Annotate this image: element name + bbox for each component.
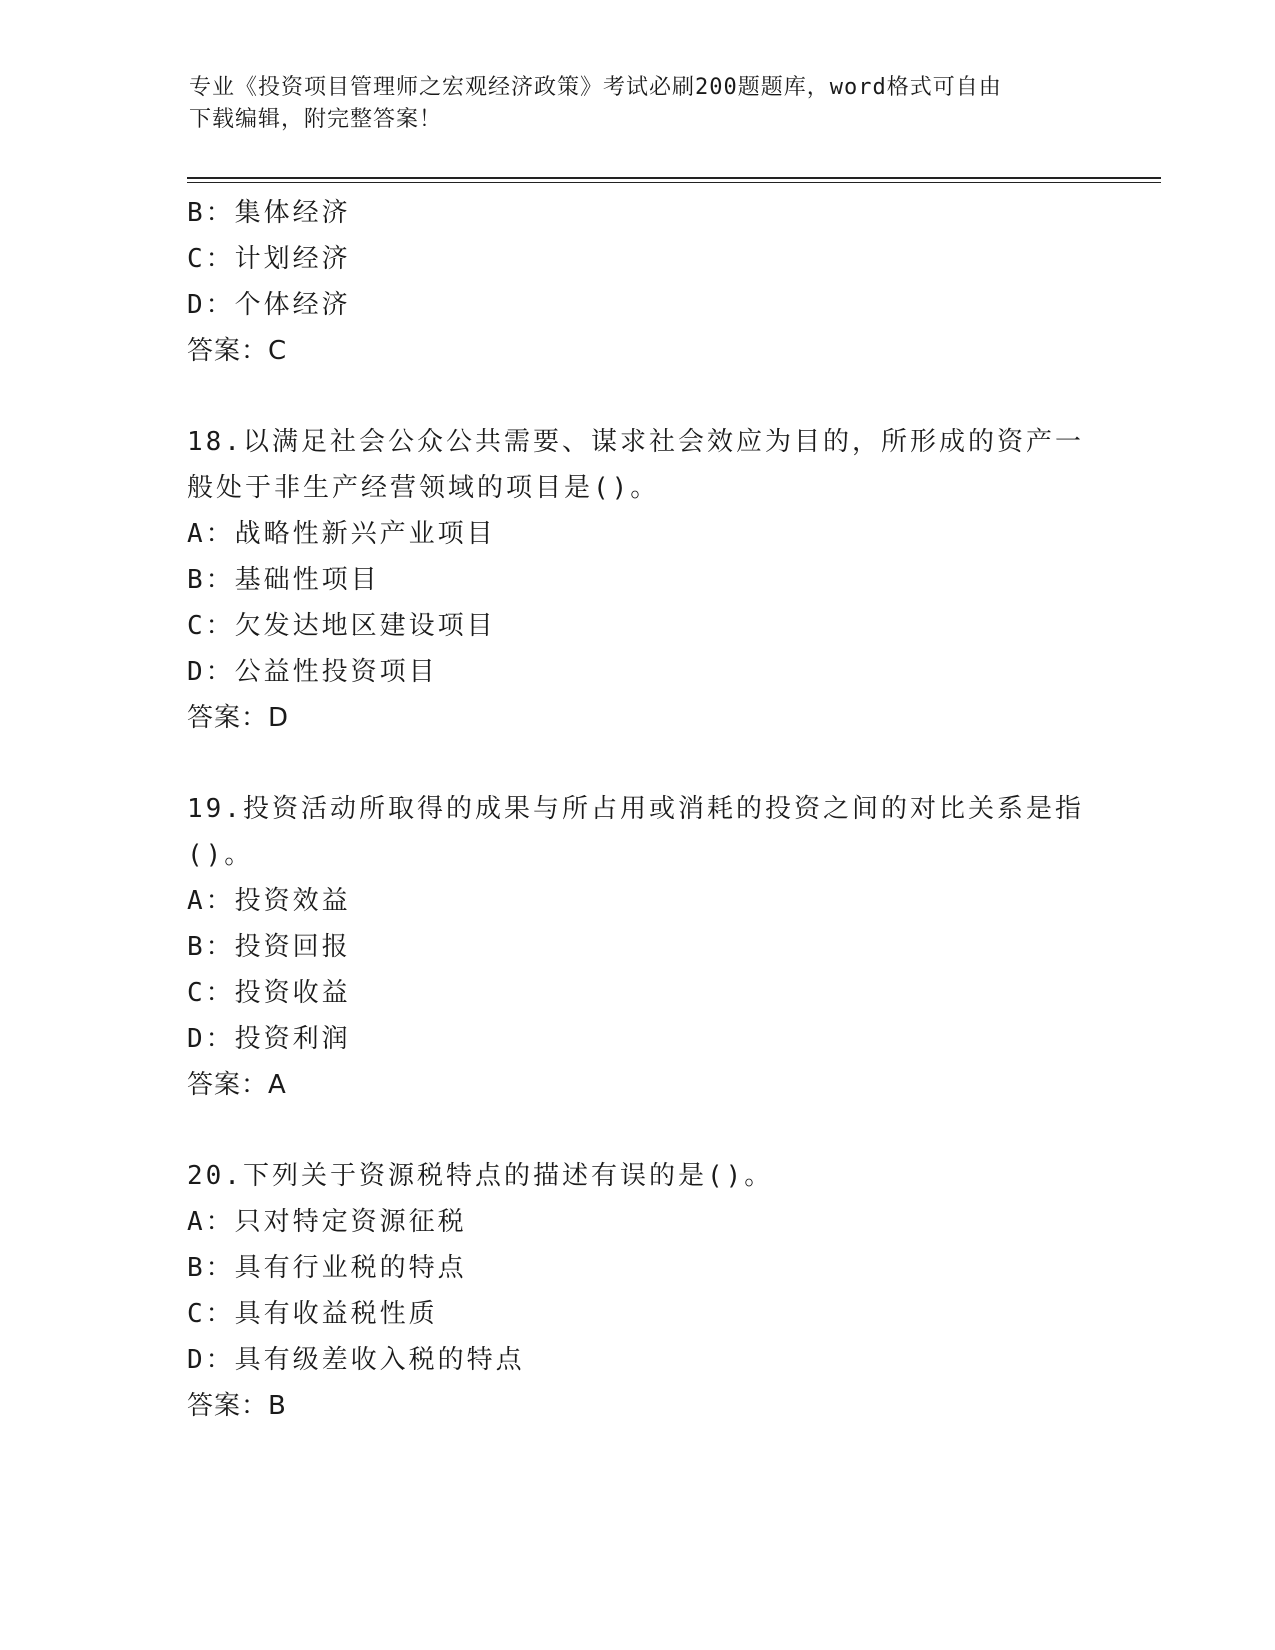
question-text-line: 19.投资活动所取得的成果与所占用或消耗的投资之间的对比关系是指 xyxy=(187,794,1084,824)
header-divider-thin xyxy=(187,182,1161,183)
option-d: D：具有级差收入税的特点 xyxy=(187,1345,525,1375)
option-d: D：投资利润 xyxy=(187,1024,351,1054)
option-c: C：欠发达地区建设项目 xyxy=(187,611,496,641)
document-header xyxy=(189,72,1089,136)
option-b: B：投资回报 xyxy=(187,932,351,962)
answer-line: 答案：C xyxy=(187,336,288,366)
question-text-line: 20.下列关于资源税特点的描述有误的是()。 xyxy=(187,1161,774,1191)
question-20 xyxy=(187,1153,1107,1429)
option-b: B：基础性项目 xyxy=(187,565,380,595)
question-19 xyxy=(187,786,1107,1108)
option-a: A：战略性新兴产业项目 xyxy=(187,519,496,549)
option-d: D：公益性投资项目 xyxy=(187,657,438,687)
question-text-line: 般处于非生产经营领域的项目是()。 xyxy=(187,473,660,503)
option-c: C：投资收益 xyxy=(187,978,351,1008)
question-text-line: ()。 xyxy=(187,840,254,870)
answer-line: 答案：A xyxy=(187,1070,287,1100)
answer-line: 答案：B xyxy=(187,1391,287,1421)
option-a: A：只对特定资源征税 xyxy=(187,1207,467,1237)
option-c: C：计划经济 xyxy=(187,244,351,274)
option-a: A：投资效益 xyxy=(187,886,351,916)
header-line-1: 专业《投资项目管理师之宏观经济政策》考试必刷200题题库，word格式可自由 xyxy=(189,75,1002,100)
option-d: D：个体经济 xyxy=(187,290,351,320)
option-b: B：具有行业税的特点 xyxy=(187,1253,467,1283)
question-text-line: 18.以满足社会公众公共需要、谋求社会效应为目的，所形成的资产一 xyxy=(187,427,1084,457)
option-c: C：具有收益税性质 xyxy=(187,1299,438,1329)
previous-question-block xyxy=(187,190,1107,374)
header-divider xyxy=(187,177,1161,179)
question-18 xyxy=(187,419,1107,741)
question-list xyxy=(187,190,1107,1429)
header-line-2: 下载编辑，附完整答案！ xyxy=(189,107,443,132)
option-b: B：集体经济 xyxy=(187,198,351,228)
answer-line: 答案：D xyxy=(187,703,290,733)
